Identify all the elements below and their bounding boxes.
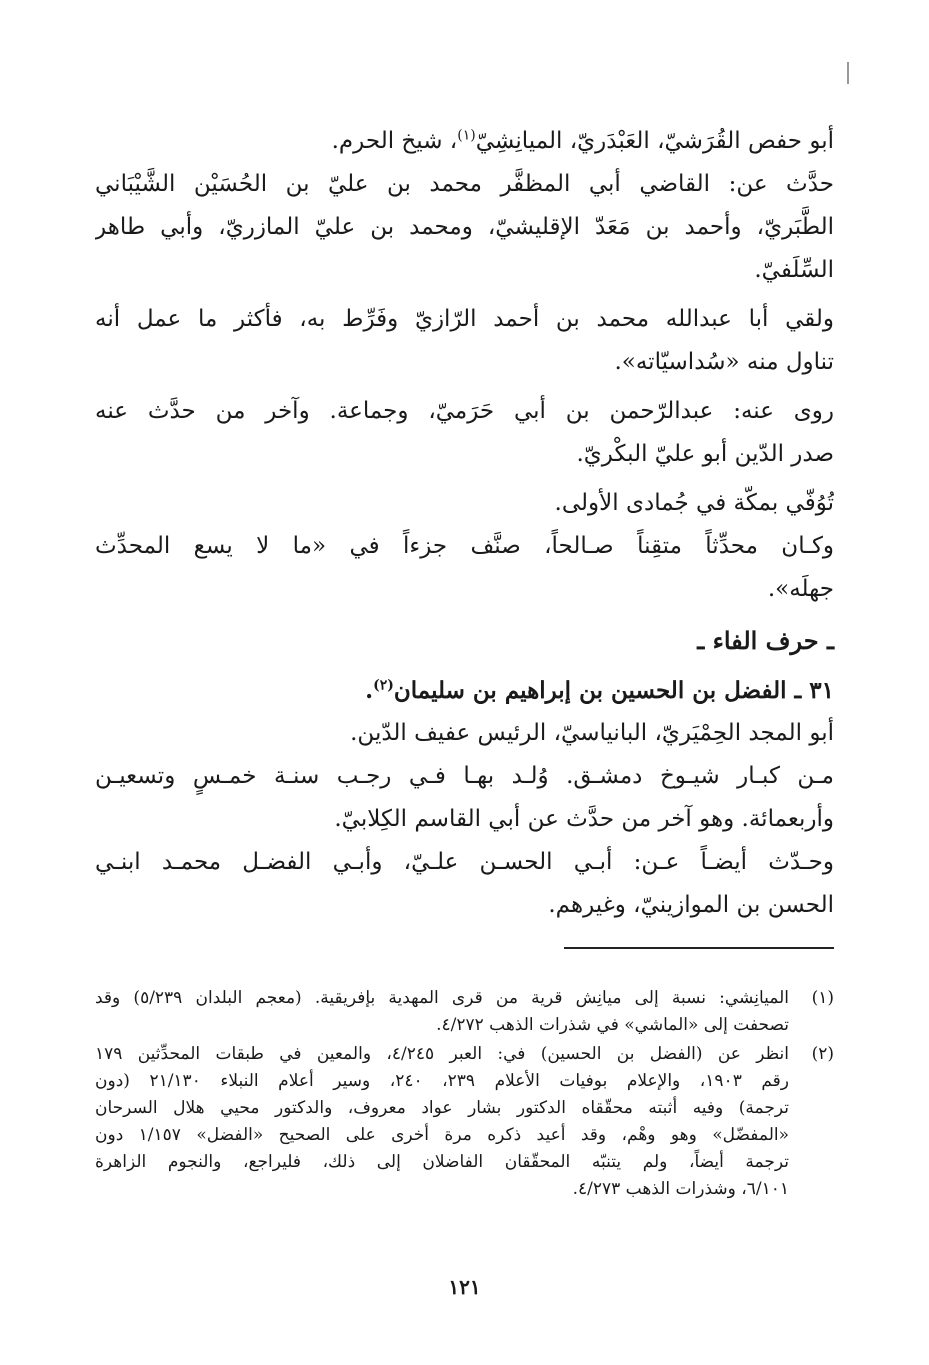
text-line: أبو حفص القُرَشيّ، العَبْدَريّ، الميانِشِيّ$^{(١)}$، شيخ الحرم. xyxy=(331,127,834,154)
text-line: السِّلَفيّ. xyxy=(754,257,834,283)
margin-mark xyxy=(847,62,849,84)
footnote-ref[interactable]: (١) xyxy=(457,127,476,144)
text-line: تُوُفّي بمكّة في جُمادى الأولى. xyxy=(554,490,834,516)
text-line: وكـان محدِّثاً متقِناً صـالحاً، صنَّف جزءاً في «ما لا يسع المحدِّث xyxy=(95,533,834,559)
footnote-separator xyxy=(564,947,834,949)
footnote xyxy=(95,985,834,1039)
text-line: صدر الدّين أبو عليّ البكْريّ. xyxy=(576,441,834,467)
text-line: أبو المجد الحِمْيَريّ، البانياسيّ، الرئيس عفيف الدّين. xyxy=(350,720,834,746)
footnote-line: تصحفت إلى «الماشي» في شذرات الذهب ٤/٢٧٢. xyxy=(436,1015,789,1035)
text-line: روى عنه: عبدالرّحمن بن أبي حَرَميّ، وجماعة. وآخر من حدَّث عنه xyxy=(95,398,834,424)
entry-title: ٣١ ـ الفضل بن الحسين بن إبراهيم بن سليمان$^{(٢)}$. xyxy=(365,677,834,704)
footnotes xyxy=(95,985,834,1205)
footnote-body xyxy=(95,1041,789,1203)
footnote xyxy=(95,1041,834,1203)
footnote-body xyxy=(95,985,789,1039)
footnote-line: ترجمة) وفيه أثبته محقّقاه الدكتور بشار عواد معروف، والدكتور محيي هلال السرحان xyxy=(95,1098,789,1118)
footnote-line: انظر عن (الفضل بن الحسين) في: العبر ٤/٢٤٥، والمعين في طبقات المحدِّثين ١٧٩ xyxy=(95,1044,789,1064)
text-line: تناول منه «سُداسيّاته». xyxy=(614,349,834,375)
main-text xyxy=(95,120,834,927)
text-line: الحسن بن الموازينيّ، وغيرهم. xyxy=(548,892,834,918)
footnote-ref[interactable]: (٢) xyxy=(373,677,394,694)
text-line: ولقي أبا عبدالله محمد بن أحمد الرّازيّ وفَرِّط به، فأكثر ما عمل أنه xyxy=(95,306,834,332)
text-line: وأربعمائة. وهو آخر من حدَّث عن أبي القاسم الكِلابيّ. xyxy=(334,806,834,832)
footnote-line: ترجمة أيضاً، ولم يتنبّه المحقّقان الفاضلان إلى ذلك، فليراجع، والنجوم الزاهرة xyxy=(95,1152,789,1172)
text-line: حدَّث عن: القاضي أبي المظفَّر محمد بن عليّ بن الحُسَيْن الشَّيْبَاني xyxy=(95,171,834,197)
footnote-line: رقم ١٩٠٣، والإعلام بوفيات الأعلام ٢٣٩، ٢٤٠، وسير أعلام النبلاء ٢١/١٣٠ (دون xyxy=(95,1071,789,1091)
text-line: مـن كبـار شيـوخ دمشـق. وُلـد بهـا فـي رجـب سنـة خمـسٍ وتسعيـن xyxy=(95,763,834,789)
text-line: الطَّبَريّ، وأحمد بن مَعَدّ الإقليشيّ، ومحمد بن عليّ المازريّ، وأبي طاهر xyxy=(95,214,834,240)
footnote-line: الميانِشي: نسبة إلى ميانِش قرية من قرى المهدية بإفريقية. (معجم البلدان ٥/٢٣٩) وقد xyxy=(95,988,789,1008)
text-line: وحـدّث أيضـاً عـن: أبـي الحسـن علـيّ، وأبـي الفضـل محمـد ابنـي xyxy=(95,849,834,875)
footnote-number: (٢) xyxy=(811,1044,834,1064)
footnote-line: ٦/١٠١، وشذرات الذهب ٤/٢٧٣. xyxy=(572,1179,789,1199)
page-number: ١٢١ xyxy=(448,1275,481,1299)
footnote-line: «المفضّل» وهو وهْم، وقد أعيد ذكره مرة أخرى على الصحيح «الفضل» ١/١٥٧ دون xyxy=(95,1125,789,1145)
text-line: جهلَه». xyxy=(767,576,834,602)
footnote-number: (١) xyxy=(811,988,834,1008)
section-heading: ـ حرف الفاء ـ xyxy=(697,626,834,655)
